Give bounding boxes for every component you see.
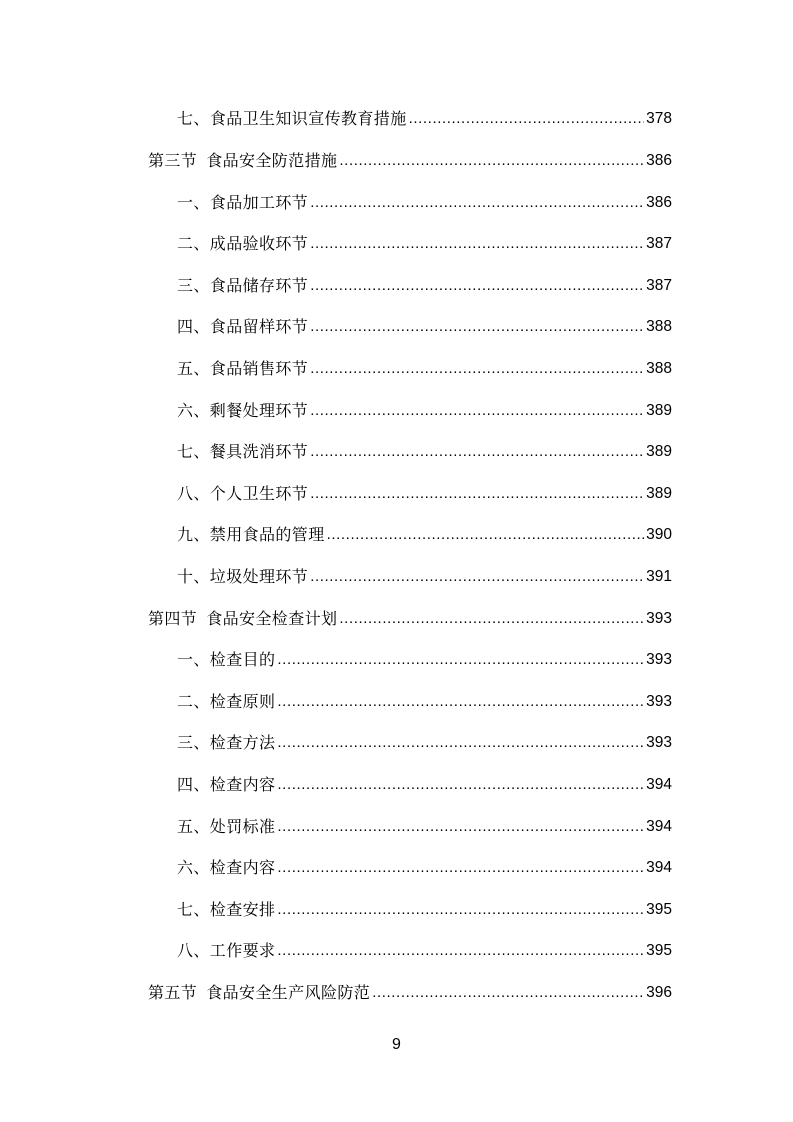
toc-entry-page: 387 [646, 277, 672, 294]
toc-section-title [148, 151, 337, 171]
toc-entry-page: 386 [646, 152, 672, 169]
toc-entry-page: 394 [646, 859, 672, 876]
toc-entry-page: 394 [646, 818, 672, 835]
toc-dot-leader [310, 484, 644, 504]
toc-section-label: 食品安全防范措施 [206, 151, 338, 170]
toc-entry[interactable] [177, 353, 672, 379]
toc-section-label: 食品安全检查计划 [206, 609, 338, 628]
toc-entry-page: 388 [646, 360, 672, 377]
toc-entry-title: 二、检查原则 [177, 692, 276, 711]
toc-entry-title: 七、餐具洗消环节 [177, 442, 309, 461]
toc-dot-leader [372, 983, 644, 1003]
toc-entry-page: 389 [646, 402, 672, 419]
toc-section-label: 食品安全生产风险防范 [206, 983, 371, 1002]
toc-section-number: 第四节 [148, 609, 198, 628]
toc-entry-page: 389 [646, 443, 672, 460]
toc-entry[interactable] [177, 519, 672, 545]
toc-entry[interactable] [177, 561, 672, 587]
toc-entry-page: 390 [646, 526, 672, 543]
toc-entry-page: 388 [646, 318, 672, 335]
toc-entry-page: 393 [646, 610, 672, 627]
toc-dot-leader [310, 317, 644, 337]
toc-entry[interactable] [177, 769, 672, 795]
toc-entry[interactable] [177, 644, 672, 670]
toc-entry-title: 六、剩餐处理环节 [177, 401, 309, 420]
page-number: 9 [392, 1036, 401, 1053]
toc-section-number: 第五节 [148, 983, 198, 1002]
toc-dot-leader [327, 525, 645, 545]
toc-entry[interactable] [177, 187, 672, 213]
toc-entry[interactable] [177, 103, 672, 129]
toc-dot-leader [339, 151, 644, 171]
toc-entry[interactable] [177, 894, 672, 920]
toc-dot-leader [310, 442, 644, 462]
toc-dot-leader [409, 109, 645, 129]
toc-dot-leader [310, 193, 644, 213]
toc-entry[interactable] [177, 311, 672, 337]
toc-dot-leader [277, 900, 644, 920]
toc-section-number: 第三节 [148, 151, 198, 170]
toc-section-title [148, 609, 337, 629]
toc-entry-title: 一、食品加工环节 [177, 193, 309, 212]
toc-entry[interactable] [177, 228, 672, 254]
toc-entry-page: 395 [646, 901, 672, 918]
toc-entry[interactable] [177, 436, 672, 462]
toc-entry-title: 八、个人卫生环节 [177, 484, 309, 503]
toc-dot-leader [310, 401, 644, 421]
toc-entry-title: 四、食品留样环节 [177, 317, 309, 336]
toc-entry[interactable] [177, 811, 672, 837]
toc-entry-title: 五、处罚标准 [177, 817, 276, 836]
toc-entry-page: 378 [646, 110, 672, 127]
toc-entry-title: 三、检查方法 [177, 733, 276, 752]
toc-entry-title: 十、垃圾处理环节 [177, 567, 309, 586]
toc-entry-page: 386 [646, 194, 672, 211]
toc-dot-leader [277, 733, 644, 753]
toc-entry[interactable] [177, 686, 672, 712]
toc-section-entry[interactable] [148, 977, 672, 1003]
toc-entry-page: 393 [646, 651, 672, 668]
toc-dot-leader [277, 941, 644, 961]
toc-entry-page: 394 [646, 776, 672, 793]
toc-section-title [148, 983, 370, 1003]
toc-dot-leader [277, 650, 644, 670]
toc-entry-title: 六、检查内容 [177, 858, 276, 877]
toc-entry-page: 393 [646, 693, 672, 710]
toc-entry-title: 五、食品销售环节 [177, 359, 309, 378]
toc-entry[interactable] [177, 270, 672, 296]
toc-dot-leader [310, 567, 644, 587]
toc-entry[interactable] [177, 478, 672, 504]
toc-entry-page: 391 [646, 568, 672, 585]
toc-entry[interactable] [177, 935, 672, 961]
toc-entry-page: 395 [646, 942, 672, 959]
toc-entry[interactable] [177, 395, 672, 421]
toc-entry-title: 二、成品验收环节 [177, 234, 309, 253]
toc-entry-title: 四、检查内容 [177, 775, 276, 794]
toc-entry-title: 八、工作要求 [177, 941, 276, 960]
toc-entry-title: 七、食品卫生知识宣传教育措施 [177, 109, 407, 128]
toc-dot-leader [277, 775, 644, 795]
toc-entry-title: 三、食品储存环节 [177, 276, 309, 295]
toc-section-entry[interactable] [148, 603, 672, 629]
toc-dot-leader [310, 234, 644, 254]
toc-entry-title: 七、检查安排 [177, 900, 276, 919]
toc-entry-page: 387 [646, 235, 672, 252]
toc-entry[interactable] [177, 727, 672, 753]
toc-section-entry[interactable] [148, 145, 672, 171]
toc-entry-page: 393 [646, 734, 672, 751]
toc-dot-leader [310, 276, 644, 296]
toc-dot-leader [277, 817, 644, 837]
toc-entry-title: 九、禁用食品的管理 [177, 525, 325, 544]
toc-dot-leader [277, 858, 644, 878]
toc-entry-page: 389 [646, 485, 672, 502]
toc-entry-title: 一、检查目的 [177, 650, 276, 669]
toc-entry-page: 396 [646, 984, 672, 1001]
toc-dot-leader [277, 692, 644, 712]
toc-dot-leader [339, 609, 644, 629]
toc-entry[interactable] [177, 852, 672, 878]
toc-dot-leader [310, 359, 644, 379]
